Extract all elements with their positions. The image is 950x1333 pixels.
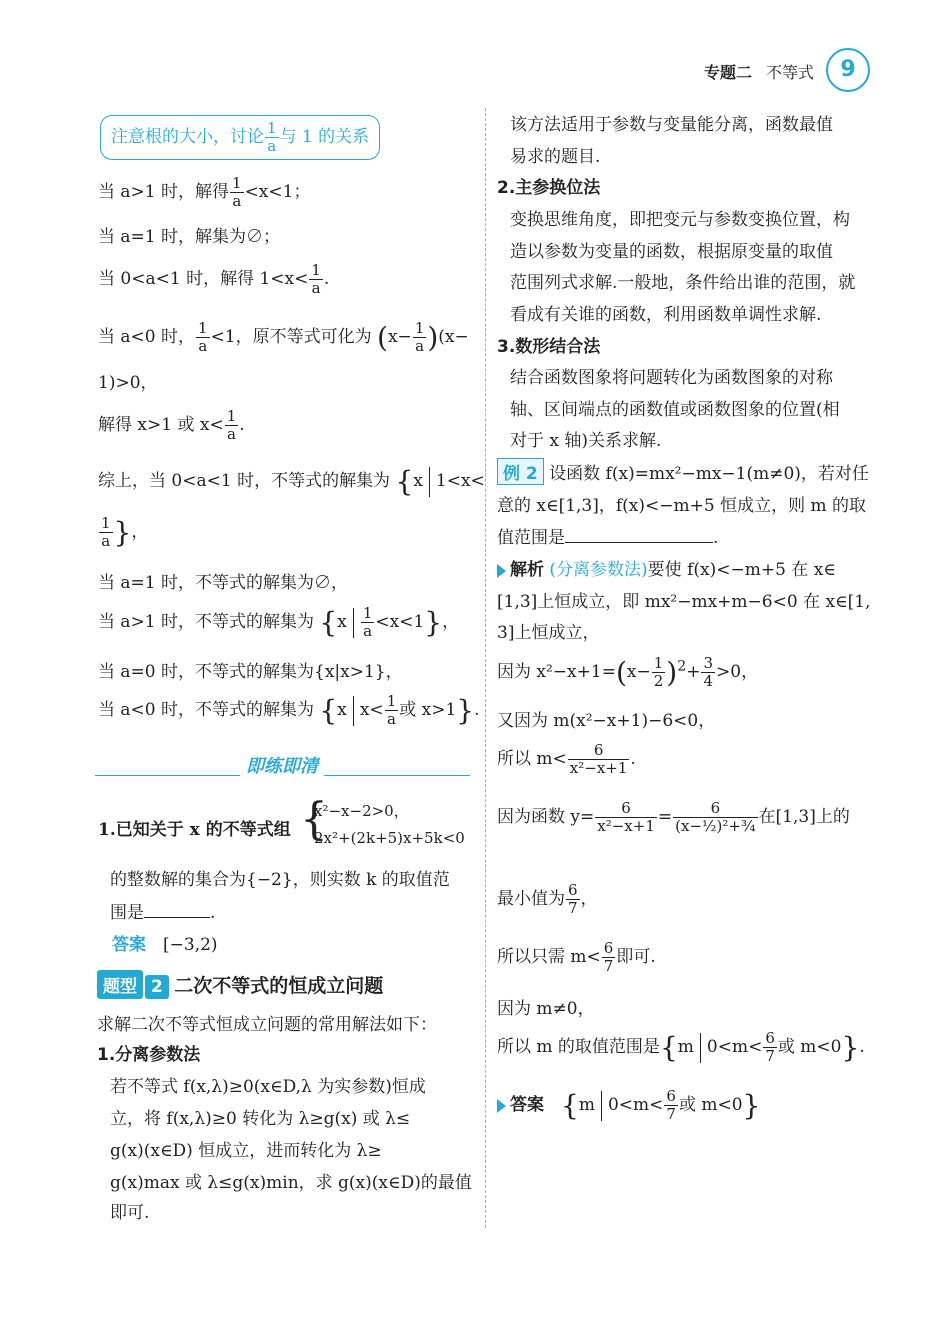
text-line: 3]上恒成立， bbox=[497, 623, 600, 643]
example-2: 例 2 设函数 f(x)=mx²−mx−1(m≠0)，若对任 bbox=[497, 458, 869, 485]
text-line: $\frac{1}{a}$ }， bbox=[101, 514, 149, 550]
text-line: 当 a=1 时，解集为∅； bbox=[98, 227, 281, 247]
method-1: 1.分离参数法 bbox=[97, 1045, 201, 1065]
text-line: 所以 m< $\frac{6}{\text{x²−x+1}}$ . bbox=[497, 741, 636, 777]
text-line: 所以 m 的取值范围是{m 0<m< $\frac{6}{7}$ 或 m<0}. bbox=[497, 1029, 865, 1065]
type-heading: 题型 2 二次不等式的恒成立问题 bbox=[97, 970, 383, 999]
text-line: 综上，当 0<a<1 时，不等式的解集为 {x 1<x< bbox=[98, 465, 485, 498]
header-topic: 专题二 bbox=[704, 63, 753, 82]
text-line: 求解二次不等式恒成立问题的常用解法如下： bbox=[97, 1015, 437, 1035]
text-line: 的整数解的集合为{−2}，则实数 k 的取值范 bbox=[110, 870, 450, 890]
text-line: 当 a<0 时，不等式的解集为 {x x< $\frac{1}{a}$ 或 x>1}. bbox=[98, 692, 480, 728]
answer-1: 答案 [−3,2) bbox=[112, 935, 218, 955]
text-line: 看成有关谁的函数，利用函数单调性求解. bbox=[510, 305, 822, 325]
method-2: 2.主参换位法 bbox=[497, 178, 601, 198]
text-line: 因为函数 y= $\frac{6}{\text{x²−x+1}}$ = $\frac{6}{\text{(x−½)²+¾}}$ 在[1,3]上的 bbox=[497, 799, 850, 835]
fraction: $\frac{1}{a}$ bbox=[267, 119, 277, 155]
text-line: 最小值为 $\frac{6}{7}$ ， bbox=[497, 881, 598, 917]
inequality-system: { x²−x−2>0， 2x²+(2k+5)x+5k<0 bbox=[300, 794, 465, 847]
text-line: 范围列式求解.一般地，条件给出谁的范围，就 bbox=[510, 273, 856, 293]
text-line: 结合函数图象将问题转化为函数图象的对称 bbox=[510, 368, 833, 388]
page-number: 9 bbox=[826, 48, 870, 92]
question-1: 1.已知关于 x 的不等式组 bbox=[98, 820, 291, 840]
text-line: 因为 x²−x+1=(x− $\frac{1}{2}$ )$^2$+ $\frac{3}{4}$ >0， bbox=[497, 654, 759, 690]
column-divider bbox=[485, 108, 486, 1228]
text-line: 当 0<a<1 时，解得 1<x< $\frac{1}{a}$ . bbox=[98, 261, 330, 297]
text-line: 1)>0， bbox=[98, 373, 158, 393]
text-line: [1,3]上恒成立，即 mx²−mx+m−6<0 在 x∈[1, bbox=[497, 592, 871, 612]
text-line: 若不等式 f(x,λ)≥0(x∈D,λ 为实参数)恒成 bbox=[110, 1077, 426, 1097]
text-line: 当 a=0 时，不等式的解集为{x|x>1}， bbox=[98, 662, 403, 682]
text-line: 所以只需 m< $\frac{6}{7}$ 即可. bbox=[497, 939, 656, 975]
hint-text-2: 与 1 的关系 bbox=[279, 127, 370, 147]
text-line: 该方法适用于参数与变量能分离，函数最值 bbox=[510, 115, 833, 135]
text-line: 当 a>1 时，解得 $\frac{1}{a}$ <x<1； bbox=[98, 174, 311, 210]
text-line: 变换思维角度，即把变元与参数变换位置，构 bbox=[510, 210, 850, 230]
text-line: 当 a=1 时，不等式的解集为∅， bbox=[98, 573, 349, 593]
solution: 解析 (分离参数法)要使 f(x)<−m+5 在 x∈ bbox=[497, 555, 836, 580]
text-line: 因为 m≠0， bbox=[497, 999, 595, 1019]
hint-text: 注意根的大小，讨论 bbox=[111, 127, 264, 147]
text-line: 当 a<0 时， $\frac{1}{a}$ <1，原不等式可化为 (x− $\frac{1}{a}$ )(x− bbox=[98, 319, 469, 355]
section-title: 即练即清 bbox=[240, 752, 324, 778]
answer-2: 答案 {m 0<m< $\frac{6}{7}$ 或 m<0} bbox=[497, 1088, 760, 1123]
text-line: 易求的题目. bbox=[510, 147, 601, 167]
text-line: 轴、区间端点的函数值或函数图象的位置(相 bbox=[510, 400, 840, 420]
text-line: g(x)(x∈D) 恒成立，进而转化为 λ≥ bbox=[110, 1141, 382, 1161]
text-line: 造以参数为变量的函数，根据原变量的取值 bbox=[510, 242, 833, 262]
text-line: 意的 x∈[1,3]，f(x)<−m+5 恒成立，则 m 的取 bbox=[497, 496, 867, 516]
header-title: 不等式 bbox=[766, 63, 815, 82]
text-line: 立，将 f(x,λ)≥0 转化为 λ≥g(x) 或 λ≤ bbox=[110, 1109, 411, 1129]
text-line: 值范围是 . bbox=[497, 528, 719, 548]
text-line: 解得 x>1 或 x< $\frac{1}{a}$ . bbox=[98, 407, 245, 443]
text-line: 即可. bbox=[110, 1203, 150, 1223]
method-3: 3.数形结合法 bbox=[497, 337, 601, 357]
text-line: g(x)max 或 λ≤g(x)min，求 g(x)(x∈D)的最值 bbox=[110, 1173, 472, 1193]
text-line: 当 a>1 时，不等式的解集为 {x $\frac{1}{a}$ <x<1}， bbox=[98, 604, 460, 640]
text-line: 围是 . bbox=[110, 903, 216, 923]
text-line: 对于 x 轴)关系求解. bbox=[510, 431, 662, 451]
hint-box bbox=[100, 115, 380, 160]
text-line: 又因为 m(x²−x+1)−6<0， bbox=[497, 711, 716, 731]
